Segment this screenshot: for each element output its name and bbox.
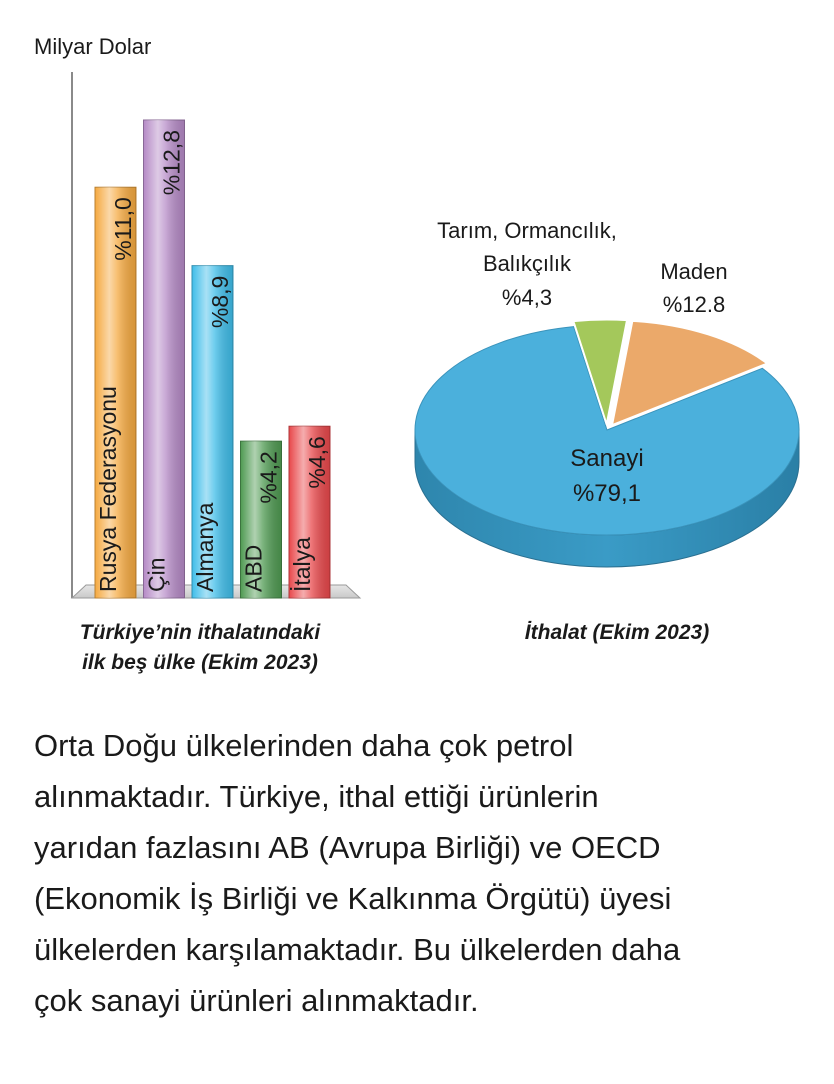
bar-chart-caption <box>0 618 400 678</box>
bar-chart-caption-line1: Türkiye’nin ithalatındaki <box>79 621 321 644</box>
pie-label-tarim-line1: Tarım, Ormancılık, <box>437 218 617 243</box>
paragraph-line: yarıdan fazlasını AB (Avrupa Birliği) ve OECD <box>34 830 661 865</box>
bar-category-label-rusya: Rusya Federasyonu <box>95 386 122 592</box>
bar-category-label-italya: İtalya <box>289 537 316 592</box>
pie-chart-caption <box>400 618 834 648</box>
pie-chart <box>400 0 834 690</box>
pie-label-maden-name: Maden <box>660 259 728 284</box>
y-axis-label: Milyar Dolar <box>34 34 152 59</box>
bar-value-label-rusya: %11,0 <box>109 197 136 261</box>
paragraph-line: (Ekonomik İş Birliği ve Kalkınma Örgütü) üyesi <box>34 881 672 916</box>
bar-category-label-abd: ABD <box>240 544 267 592</box>
pie-group <box>415 320 799 567</box>
bar-category-label-almanya: Almanya <box>192 502 219 592</box>
paragraph-line: çok sanayi ürünleri alınmaktadır. <box>34 983 479 1018</box>
bar-category-label-cin: Çin <box>143 557 170 592</box>
pie-label-tarim-line2: Balıkçılık <box>482 251 572 276</box>
paragraph-line: ülkelerden karşılamaktadır. Bu ülkelerden daha <box>34 932 681 967</box>
paragraph-line: Orta Doğu ülkelerinden daha çok petrol <box>34 728 574 763</box>
pie-label-sanayi-value: %79,1 <box>572 480 642 507</box>
bar-value-label-italya: %4,6 <box>303 436 330 489</box>
pie-label-sanayi-name: Sanayi <box>570 445 644 472</box>
bar-value-label-almanya: %8,9 <box>206 275 233 329</box>
bar-chart <box>0 0 400 690</box>
pie-label-tarim-value: %4,3 <box>501 285 553 310</box>
pie-chart-caption-text: İthalat (Ekim 2023) <box>524 621 710 644</box>
bar-value-label-abd: %4,2 <box>255 451 282 504</box>
bar-chart-caption-line2: ilk beş ülke (Ekim 2023) <box>82 651 318 674</box>
pie-label-maden-value: %12.8 <box>662 292 726 317</box>
bar-value-label-cin: %12,8 <box>158 130 185 196</box>
bars-group <box>95 120 330 598</box>
paragraph-line: alınmaktadır. Türkiye, ithal ettiği ürünlerin <box>34 779 599 814</box>
body-paragraph <box>34 720 814 1026</box>
